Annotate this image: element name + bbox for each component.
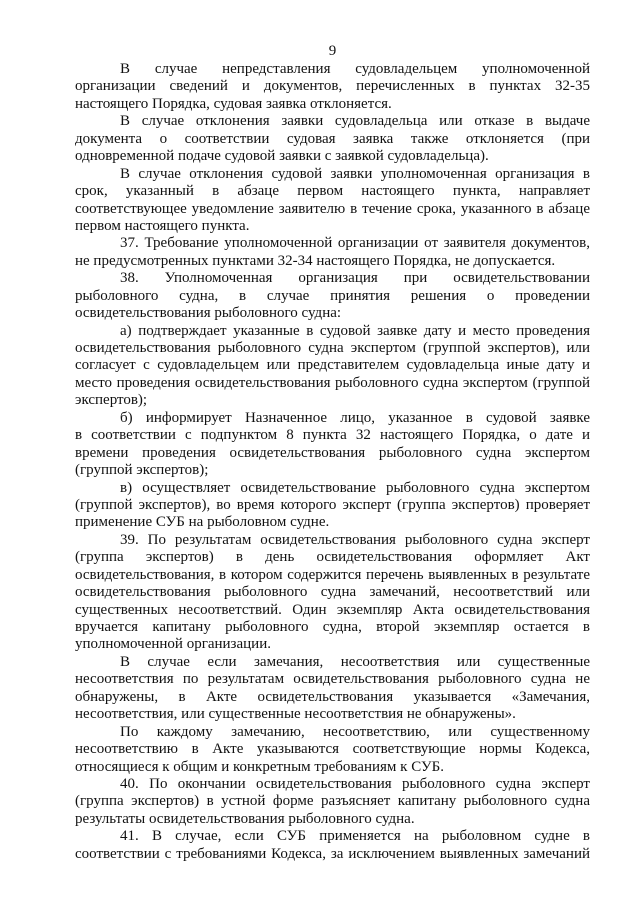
paragraph bbox=[75, 776, 590, 828]
text-line: несоответствия, или существенные несоответствия не обнаружены». bbox=[75, 706, 516, 723]
paragraph bbox=[75, 270, 590, 322]
paragraph bbox=[75, 166, 590, 236]
text-line: результаты освидетельствования рыболовного судна. bbox=[75, 810, 415, 827]
text-line: В случае отклонения заявки судовладельца или отказе в выдаче bbox=[120, 113, 590, 130]
text-line: 38. Уполномоченная организация при освидетельствовании bbox=[120, 270, 590, 287]
text-line: срок, указанный в абзаце первом настоящего пункта, направляет bbox=[75, 183, 590, 200]
text-line: В случае отклонения судовой заявки уполномоченная организация в bbox=[120, 165, 590, 182]
text-line: времени проведения освидетельствования рыболовного судна экспертом bbox=[75, 444, 590, 461]
text-line: место проведения освидетельствования рыболовного судна экспертом (группой bbox=[75, 374, 590, 391]
text-line: рыболовного судна, в случае принятия решения о проведении bbox=[75, 287, 590, 304]
paragraph bbox=[75, 532, 590, 654]
text-line: (группа экспертов) в день освидетельствования оформляет Акт bbox=[75, 549, 590, 566]
paragraph bbox=[75, 113, 590, 165]
paragraph bbox=[75, 410, 590, 480]
text-line: в) осуществляет освидетельствование рыболовного судна экспертом bbox=[120, 479, 590, 496]
text-line: 40. По окончании освидетельствования рыболовного судна эксперт bbox=[120, 775, 590, 792]
text-line: экспертов); bbox=[75, 392, 148, 409]
text-line: существенных несоответствий. Один экземпляр Акта освидетельствования bbox=[75, 601, 590, 618]
text-line: соответствии с требованиями Кодекса, за исключением выявленных замечаний bbox=[75, 845, 590, 862]
text-line: не предусмотренных пунктами 32-34 настоящего Порядка, не допускается. bbox=[75, 252, 556, 269]
text-line: б) информирует Назначенное лицо, указанное в судовой заявке bbox=[120, 409, 590, 426]
text-line: 39. По результатам освидетельствования рыболовного судна эксперт bbox=[120, 531, 590, 548]
text-line: одновременной подаче судовой заявки с заявкой судовладельца). bbox=[75, 148, 489, 165]
paragraph bbox=[75, 235, 590, 270]
text-line: в соответствии с подпунктом 8 пункта 32 настоящего Порядка, о дате и bbox=[75, 427, 590, 444]
text-line: В случае если замечания, несоответствия или существенные bbox=[120, 653, 590, 670]
text-line: 37. Требование уполномоченной организации от заявителя документов, bbox=[120, 235, 590, 252]
text-line: первом настоящего пункта. bbox=[75, 217, 250, 234]
paragraph bbox=[75, 654, 590, 724]
text-line: освидетельствования рыболовного судна экспертом (группой экспертов), или bbox=[75, 340, 590, 356]
text-line: В случае непредставления судовладельцем уполномоченной bbox=[120, 61, 590, 77]
paragraph bbox=[75, 480, 590, 532]
text-line: По каждому замечанию, несоответствию, или существенному bbox=[120, 723, 590, 740]
text-line: (группа экспертов) в устной форме разъясняет капитану рыболовного судна bbox=[75, 793, 590, 810]
text-line: применение СУБ на рыболовном судне. bbox=[75, 514, 330, 531]
text-line: уполномоченной организации. bbox=[75, 636, 271, 653]
paragraph bbox=[75, 61, 590, 113]
text-line: (группой экспертов); bbox=[75, 462, 209, 479]
text-line: относящиеся к общим и конкретным требованиям к СУБ. bbox=[75, 758, 444, 775]
text-line: (группой экспертов), во время которого эксперт (группа экспертов) проверяет bbox=[75, 496, 590, 513]
paragraph bbox=[75, 323, 590, 410]
body-text bbox=[75, 61, 590, 863]
page-number: 9 bbox=[328, 43, 337, 59]
paragraph bbox=[75, 724, 590, 776]
text-line: а) подтверждает указанные в судовой заявке дату и место проведения bbox=[120, 322, 590, 339]
text-line: согласует с судовладельцем или представителем судовладельца иные дату и bbox=[75, 357, 590, 374]
text-line: документа о соответствии судовая заявка также отклоняется (при bbox=[75, 130, 590, 147]
text-line: освидетельствования рыболовного судна замечаний, несоответствий или bbox=[75, 584, 590, 601]
text-line: несоответствию в Акте указываются соответствующие нормы Кодекса, bbox=[75, 741, 590, 758]
text-line: вручается капитану рыболовного судна, второй экземпляр остается в bbox=[75, 619, 590, 635]
text-line: несоответствия по результатам освидетельствования рыболовного судна не bbox=[75, 671, 590, 688]
text-line: организации сведений и документов, перечисленных в пунктах 32-35 bbox=[75, 78, 590, 95]
text-line: освидетельствования, в котором содержится перечень выявленных в результате bbox=[75, 566, 590, 583]
text-line: освидетельствования рыболовного судна: bbox=[75, 305, 342, 322]
text-line: обнаружены, в Акте освидетельствования указывается «Замечания, bbox=[75, 688, 590, 705]
text-line: 41. В случае, если СУБ применяется на рыболовном судне в bbox=[120, 828, 590, 845]
text-line: настоящего Порядка, судовая заявка отклоняется. bbox=[75, 95, 392, 112]
paragraph bbox=[75, 828, 590, 863]
text-line: соответствующее уведомление заявителю в течение срока, указанного в абзаце bbox=[75, 200, 590, 217]
